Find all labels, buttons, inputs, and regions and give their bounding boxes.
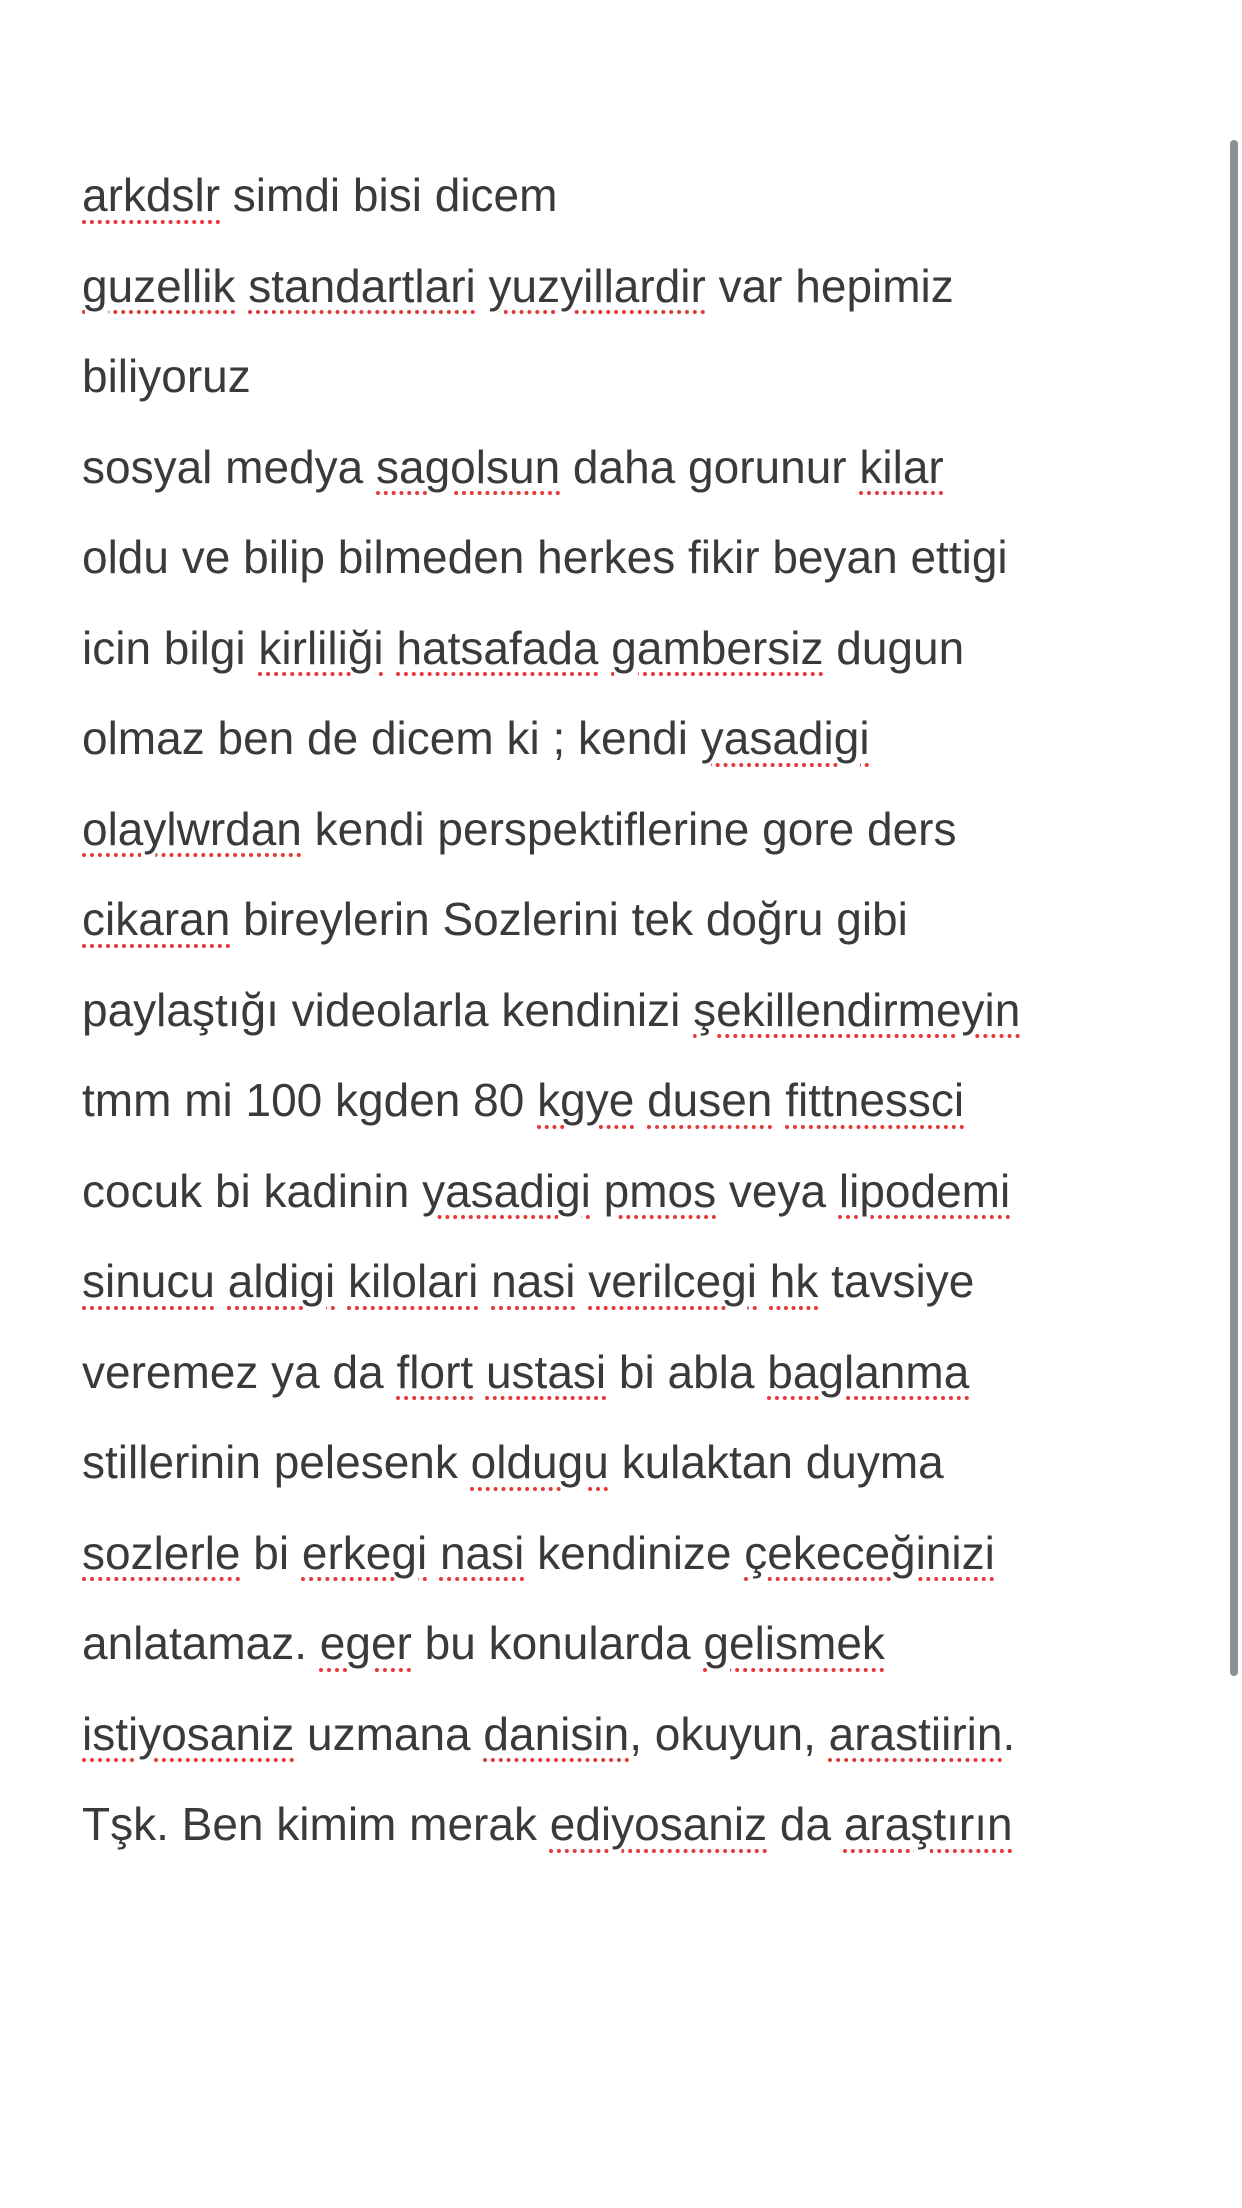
text-run: anlatamaz.: [82, 1617, 320, 1669]
note-line: [82, 1236, 1182, 1327]
misspelled-word[interactable]: gambersiz: [611, 621, 824, 674]
note-text-area[interactable]: [82, 150, 1182, 1900]
misspelled-word[interactable]: sozlerle: [82, 1526, 241, 1579]
note-line: [82, 1508, 1182, 1599]
misspelled-word[interactable]: dusen: [647, 1074, 773, 1126]
text-run: Tşk. Ben kimim merak: [82, 1798, 550, 1850]
misspelled-word[interactable]: olaylwrdan: [82, 802, 302, 855]
misspelled-word[interactable]: yasadigi: [422, 1164, 591, 1217]
text-run: [634, 1074, 647, 1126]
note-line: [82, 150, 1182, 241]
misspelled-word[interactable]: sagolsun: [376, 440, 561, 493]
misspelled-word[interactable]: istiyosaniz: [82, 1707, 295, 1760]
misspelled-word[interactable]: arkdslr: [82, 169, 221, 221]
text-run: dugun: [823, 621, 965, 674]
note-line: [82, 874, 1182, 965]
text-run: [473, 1346, 486, 1398]
misspelled-word[interactable]: araştırın: [843, 1798, 1013, 1850]
scrollbar-thumb[interactable]: [1230, 140, 1238, 1676]
text-run: [427, 1527, 440, 1579]
misspelled-word[interactable]: kirliliği: [258, 621, 384, 674]
text-run: bi: [240, 1526, 302, 1579]
text-run: veremez ya da: [82, 1345, 397, 1398]
misspelled-word[interactable]: standartlari: [248, 259, 476, 312]
misspelled-word[interactable]: danisin: [483, 1707, 630, 1760]
text-run: daha gorunur: [560, 440, 860, 493]
misspelled-word[interactable]: kgye: [537, 1074, 635, 1126]
text-run: [476, 260, 489, 312]
misspelled-word[interactable]: baglanma: [767, 1345, 970, 1398]
text-run: cocuk bi kadinin: [82, 1164, 423, 1217]
text-run: , okuyun,: [629, 1707, 829, 1760]
text-run: var hepimiz: [705, 259, 954, 312]
note-line: [82, 1779, 1182, 1870]
note-line: [82, 1055, 1182, 1146]
note-line: [82, 422, 1182, 513]
text-run: kulaktan duyma: [608, 1436, 944, 1488]
misspelled-word[interactable]: nasi: [439, 1526, 525, 1579]
text-run: [591, 1165, 604, 1217]
text-run: [772, 1074, 785, 1126]
misspelled-word[interactable]: hk: [769, 1255, 819, 1307]
misspelled-word[interactable]: cikaran: [82, 893, 231, 945]
text-run: icin bilgi: [82, 621, 259, 674]
misspelled-word[interactable]: flort: [396, 1345, 474, 1398]
text-run: olmaz ben de dicem ki ; kendi: [82, 712, 701, 764]
misspelled-word[interactable]: pmos: [603, 1164, 717, 1217]
text-run: bu konularda: [411, 1617, 704, 1669]
text-run: bireylerin Sozlerini tek doğru gibi: [230, 893, 908, 945]
text-run: .: [1002, 1707, 1016, 1760]
note-line: [82, 784, 1182, 875]
text-run: bi abla: [606, 1345, 768, 1398]
misspelled-word[interactable]: eger: [319, 1617, 412, 1669]
misspelled-word[interactable]: nasi: [491, 1255, 576, 1307]
text-run: sosyal medya: [82, 440, 377, 493]
misspelled-word[interactable]: aldigi: [227, 1255, 336, 1307]
text-run: biliyoruz: [82, 350, 251, 402]
misspelled-word[interactable]: ustasi: [485, 1345, 607, 1398]
misspelled-word[interactable]: şekillendirmeyin: [693, 983, 1021, 1036]
text-run: oldu ve bilip bilmeden herkes fikir beyan ettigi: [82, 531, 1008, 583]
misspelled-word[interactable]: sinucu: [82, 1255, 215, 1307]
note-line: [82, 603, 1182, 694]
text-run: simdi bisi dicem: [220, 169, 558, 221]
misspelled-word[interactable]: çekeceğinizi: [744, 1526, 995, 1579]
text-run: [335, 1255, 348, 1307]
note-line: [82, 965, 1182, 1056]
text-run: veya: [716, 1164, 839, 1217]
scrollbar[interactable]: [1222, 0, 1242, 2208]
note-line: [82, 1146, 1182, 1237]
text-run: [235, 260, 248, 312]
note-line: [82, 241, 1182, 332]
note-line: [82, 512, 1182, 603]
misspelled-word[interactable]: fittnessci: [785, 1074, 965, 1126]
text-run: kendinize: [524, 1526, 745, 1579]
text-run: [478, 1255, 491, 1307]
misspelled-word[interactable]: yasadigi: [700, 712, 870, 764]
misspelled-word[interactable]: yuzyillardir: [488, 259, 706, 312]
text-run: uzmana: [294, 1707, 484, 1760]
misspelled-word[interactable]: arastiirin: [828, 1707, 1003, 1760]
note-line: [82, 331, 1182, 422]
text-run: [215, 1255, 228, 1307]
text-run: kendi perspektiflerine gore ders: [301, 802, 957, 855]
misspelled-word[interactable]: erkegi: [301, 1526, 428, 1579]
note-line: [82, 1327, 1182, 1418]
misspelled-word[interactable]: hatsafada: [396, 621, 599, 674]
misspelled-word[interactable]: lipodemi: [838, 1164, 1011, 1217]
text-run: tavsiye: [818, 1255, 975, 1307]
text-run: [576, 1255, 589, 1307]
misspelled-word[interactable]: guzellik: [82, 259, 236, 312]
misspelled-word[interactable]: verilcegi: [588, 1255, 758, 1307]
misspelled-word[interactable]: ediyosaniz: [549, 1798, 768, 1850]
text-run: [599, 622, 612, 674]
misspelled-word[interactable]: oldugu: [470, 1436, 609, 1488]
text-run: da: [767, 1798, 844, 1850]
note-line: [82, 1417, 1182, 1508]
misspelled-word[interactable]: gelismek: [703, 1617, 885, 1669]
text-run: [757, 1255, 770, 1307]
text-run: stillerinin pelesenk: [82, 1436, 471, 1488]
text-run: [384, 622, 397, 674]
text-run: tmm mi 100 kgden 80: [82, 1074, 538, 1126]
misspelled-word[interactable]: kilolari: [347, 1255, 479, 1307]
note-line: [82, 693, 1182, 784]
text-run: paylaştığı videolarla kendinizi: [82, 983, 694, 1036]
note-line: [82, 1689, 1182, 1780]
misspelled-word[interactable]: kilar: [859, 440, 944, 493]
note-line: [82, 1598, 1182, 1689]
